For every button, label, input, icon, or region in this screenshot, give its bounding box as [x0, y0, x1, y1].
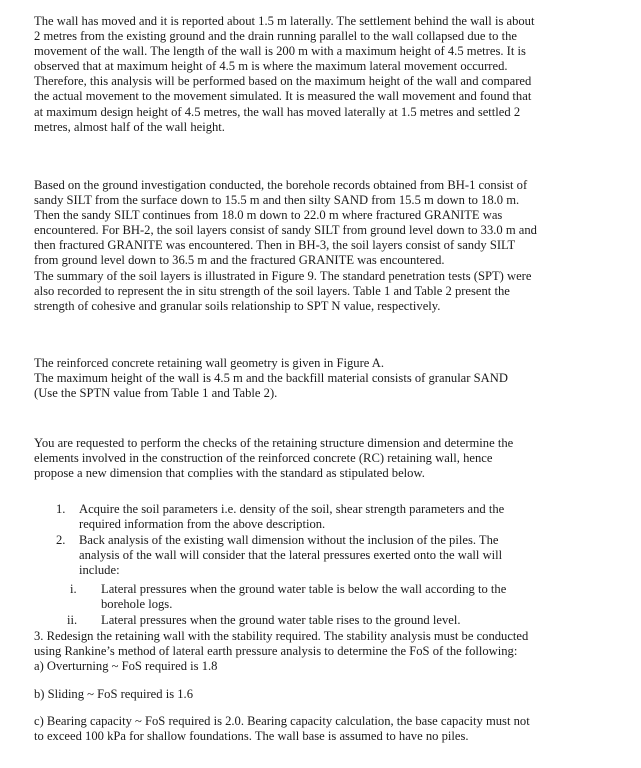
list-item-back-analysis — [79, 533, 502, 578]
paragraph-sliding — [34, 687, 592, 702]
text-line: Acquire the soil parameters i.e. density of the soil, shear strength parameters and the — [79, 502, 505, 516]
text-line: at maximum design height of 4.5 metres, the wall has moved laterally at 1.5 metres and settled 2 — [34, 104, 521, 119]
list-number: 2. — [56, 533, 66, 547]
text-line: The maximum height of the wall is 4.5 m and the backfill material consists of granular SAND — [34, 371, 508, 386]
text-line: encountered. For BH-2, the soil layers consist of sandy SILT from ground level down to 33.0 m and — [34, 223, 537, 238]
text-line: a) Overturning ~ FoS required is 1.8 — [34, 659, 218, 674]
text-line: b) Sliding ~ FoS required is 1.6 — [34, 687, 193, 701]
text-line: elements involved in the construction of the reinforced concrete (RC) retaining wall, hence — [34, 451, 493, 466]
list-subitem-water-below — [101, 582, 506, 612]
text-line: 3. Redesign the retaining wall with the stability required. The stability analysis must be conducted — [34, 629, 529, 643]
text-line: Based on the ground investigation conducted, the borehole records obtained from BH-1 consist of — [34, 178, 528, 192]
paragraph-wall-movement — [34, 14, 592, 135]
text-line: Back analysis of the existing wall dimension without the inclusion of the piles. The — [79, 533, 499, 547]
text-line: c) Bearing capacity ~ FoS required is 2.0. Bearing capacity calculation, the base capacity must not — [34, 714, 530, 728]
text-line: The summary of the soil layers is illustrated in Figure 9. The standard penetration tests (SPT) were — [34, 268, 532, 283]
text-line: required information from the above description. — [79, 517, 326, 532]
paragraph-bearing-capacity — [34, 714, 592, 744]
text-line: strength of cohesive and granular soils relationship to SPT N value, respectively. — [34, 298, 441, 313]
text-line: also recorded to represent the in situ strength of the soil layers. Table 1 and Table 2 present the — [34, 283, 510, 298]
paragraph-task-request — [34, 436, 592, 481]
text-line: sandy SILT from the surface down to 15.5 m and then silty SAND from 15.5 m down to 18.0 m. — [34, 193, 520, 208]
list-number: i. — [70, 582, 77, 596]
text-line: Then the sandy SILT continues from 18.0 m down to 22.0 m where fractured GRANITE was — [34, 208, 503, 223]
text-line: then fractured GRANITE was encountered. Then in BH-3, the soil layers consist of sandy SILT — [34, 238, 516, 253]
text-line: You are requested to perform the checks of the retaining structure dimension and determine the — [34, 436, 514, 450]
text-line: metres, almost half of the wall height. — [34, 119, 225, 134]
text-line: include: — [79, 563, 120, 578]
paragraph-wall-geometry — [34, 356, 592, 401]
text-line: the actual movement to the movement simulated. It is measured the wall movement and found that — [34, 89, 532, 104]
text-line: movement of the wall. The length of the wall is 200 m with a maximum height of 4.5 metres. It is — [34, 44, 526, 59]
text-line: Lateral pressures when the ground water table is below the wall according to the — [101, 582, 507, 596]
text-line: using Rankine’s method of lateral earth pressure analysis to determine the FoS of the following: — [34, 644, 518, 659]
text-line: The wall has moved and it is reported about 1.5 m laterally. The settlement behind the wall is about — [34, 14, 535, 28]
text-line: 2 metres from the existing ground and the drain running parallel to the wall collapsed due to the — [34, 29, 517, 44]
text-line: from ground level down to 36.5 m and the fractured GRANITE was encountered. — [34, 253, 445, 268]
text-line: propose a new dimension that complies with the standard as stipulated below. — [34, 466, 425, 481]
text-line: (Use the SPTN value from Table 1 and Table 2). — [34, 386, 278, 401]
paragraph-redesign — [34, 629, 592, 674]
text-line: to exceed 100 kPa for shallow foundations. The wall base is assumed to have no piles. — [34, 729, 469, 744]
text-line: observed that at maximum height of 4.5 m is where the maximum lateral movement occurred. — [34, 59, 508, 74]
list-item-soil-parameters — [79, 502, 504, 532]
text-line: The reinforced concrete retaining wall geometry is given in Figure A. — [34, 356, 385, 370]
text-line: Lateral pressures when the ground water table rises to the ground level. — [101, 613, 461, 627]
text-line: borehole logs. — [101, 597, 173, 612]
list-number: 1. — [56, 502, 66, 516]
text-line: Therefore, this analysis will be performed based on the maximum height of the wall and compared — [34, 74, 532, 89]
text-line: analysis of the wall will consider that the lateral pressures exerted onto the wall will — [79, 548, 503, 563]
paragraph-ground-investigation — [34, 178, 592, 314]
list-subitem-water-rises — [101, 613, 461, 628]
list-number: ii. — [67, 613, 78, 627]
